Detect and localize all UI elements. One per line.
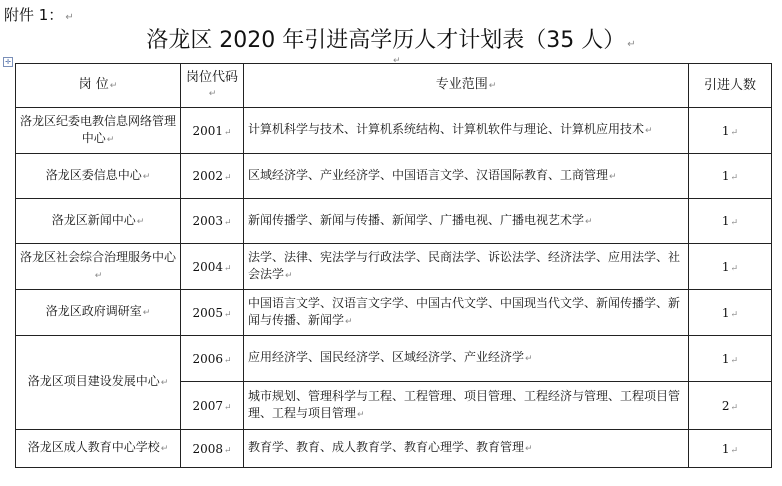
spec-cell: 城市规划、管理科学与工程、工程管理、项目管理、工程经济与管理、工程项目管理、工程与项目管理↵ [244, 382, 689, 430]
code-cell: 2003↵ [181, 199, 244, 244]
paragraph-mark-icon: ↵ [393, 56, 401, 66]
table-row [16, 290, 772, 336]
table-row [16, 108, 772, 154]
table-row [16, 154, 772, 199]
spec-cell: 法学、法律、宪法学与行政法学、民商法学、诉讼法学、经济法学、应用法学、社会法学↵ [244, 244, 689, 290]
code-cell: 2004↵ [181, 244, 244, 290]
code-cell: 2001↵ [181, 108, 244, 154]
header-spec: 专业范围↵ [244, 64, 689, 108]
table-row [16, 430, 772, 468]
table-row [16, 336, 772, 382]
count-cell: 1↵ [689, 154, 772, 199]
spec-cell: 应用经济学、国民经济学、区域经济学、产业经济学↵ [244, 336, 689, 382]
table-header-row [16, 64, 772, 108]
code-cell: 2002↵ [181, 154, 244, 199]
count-cell: 1↵ [689, 199, 772, 244]
header-count: 引进人数 [689, 64, 772, 108]
dept-cell: 洛龙区政府调研室↵ [16, 290, 181, 336]
code-cell: 2008↵ [181, 430, 244, 468]
table-row [16, 199, 772, 244]
count-cell: 1↵ [689, 336, 772, 382]
code-cell: 2005↵ [181, 290, 244, 336]
spec-cell: 计算机科学与技术、计算机系统结构、计算机软件与理论、计算机应用技术↵ [244, 108, 689, 154]
header-post: 岗 位↵ [16, 64, 181, 108]
page-title: 洛龙区 2020 年引进高学历人才计划表（35 人） ↵ [146, 28, 636, 53]
count-cell: 2↵ [689, 382, 772, 430]
talent-plan-table [15, 63, 772, 468]
header-code: 岗位代码↵ [181, 64, 244, 108]
spec-cell: 区域经济学、产业经济学、中国语言文学、汉语国际教育、工商管理↵ [244, 154, 689, 199]
table-row [16, 244, 772, 290]
count-cell: 1↵ [689, 108, 772, 154]
dept-cell: 洛龙区新闻中心↵ [16, 199, 181, 244]
dept-cell: 洛龙区项目建设发展中心↵ [16, 336, 181, 430]
spec-cell: 新闻传播学、新闻与传播、新闻学、广播电视、广播电视艺术学↵ [244, 199, 689, 244]
count-cell: 1↵ [689, 244, 772, 290]
count-cell: 1↵ [689, 430, 772, 468]
spec-cell: 教育学、教育、成人教育学、教育心理学、教育管理↵ [244, 430, 689, 468]
table-move-handle-icon[interactable]: ✛ [3, 57, 13, 67]
dept-cell: 洛龙区社会综合治理服务中心↵ [16, 244, 181, 290]
annex-label: 附件 1： ↵ [4, 6, 74, 24]
dept-cell: 洛龙区成人教育中心学校↵ [16, 430, 181, 468]
dept-cell: 洛龙区委信息中心↵ [16, 154, 181, 199]
count-cell: 1↵ [689, 290, 772, 336]
code-cell: 2006↵ [181, 336, 244, 382]
spec-cell: 中国语言文学、汉语言文字学、中国古代文学、中国现当代文学、新闻传播学、新闻与传播、新闻学↵ [244, 290, 689, 336]
code-cell: 2007↵ [181, 382, 244, 430]
dept-cell: 洛龙区纪委电教信息网络管理中心↵ [16, 108, 181, 154]
